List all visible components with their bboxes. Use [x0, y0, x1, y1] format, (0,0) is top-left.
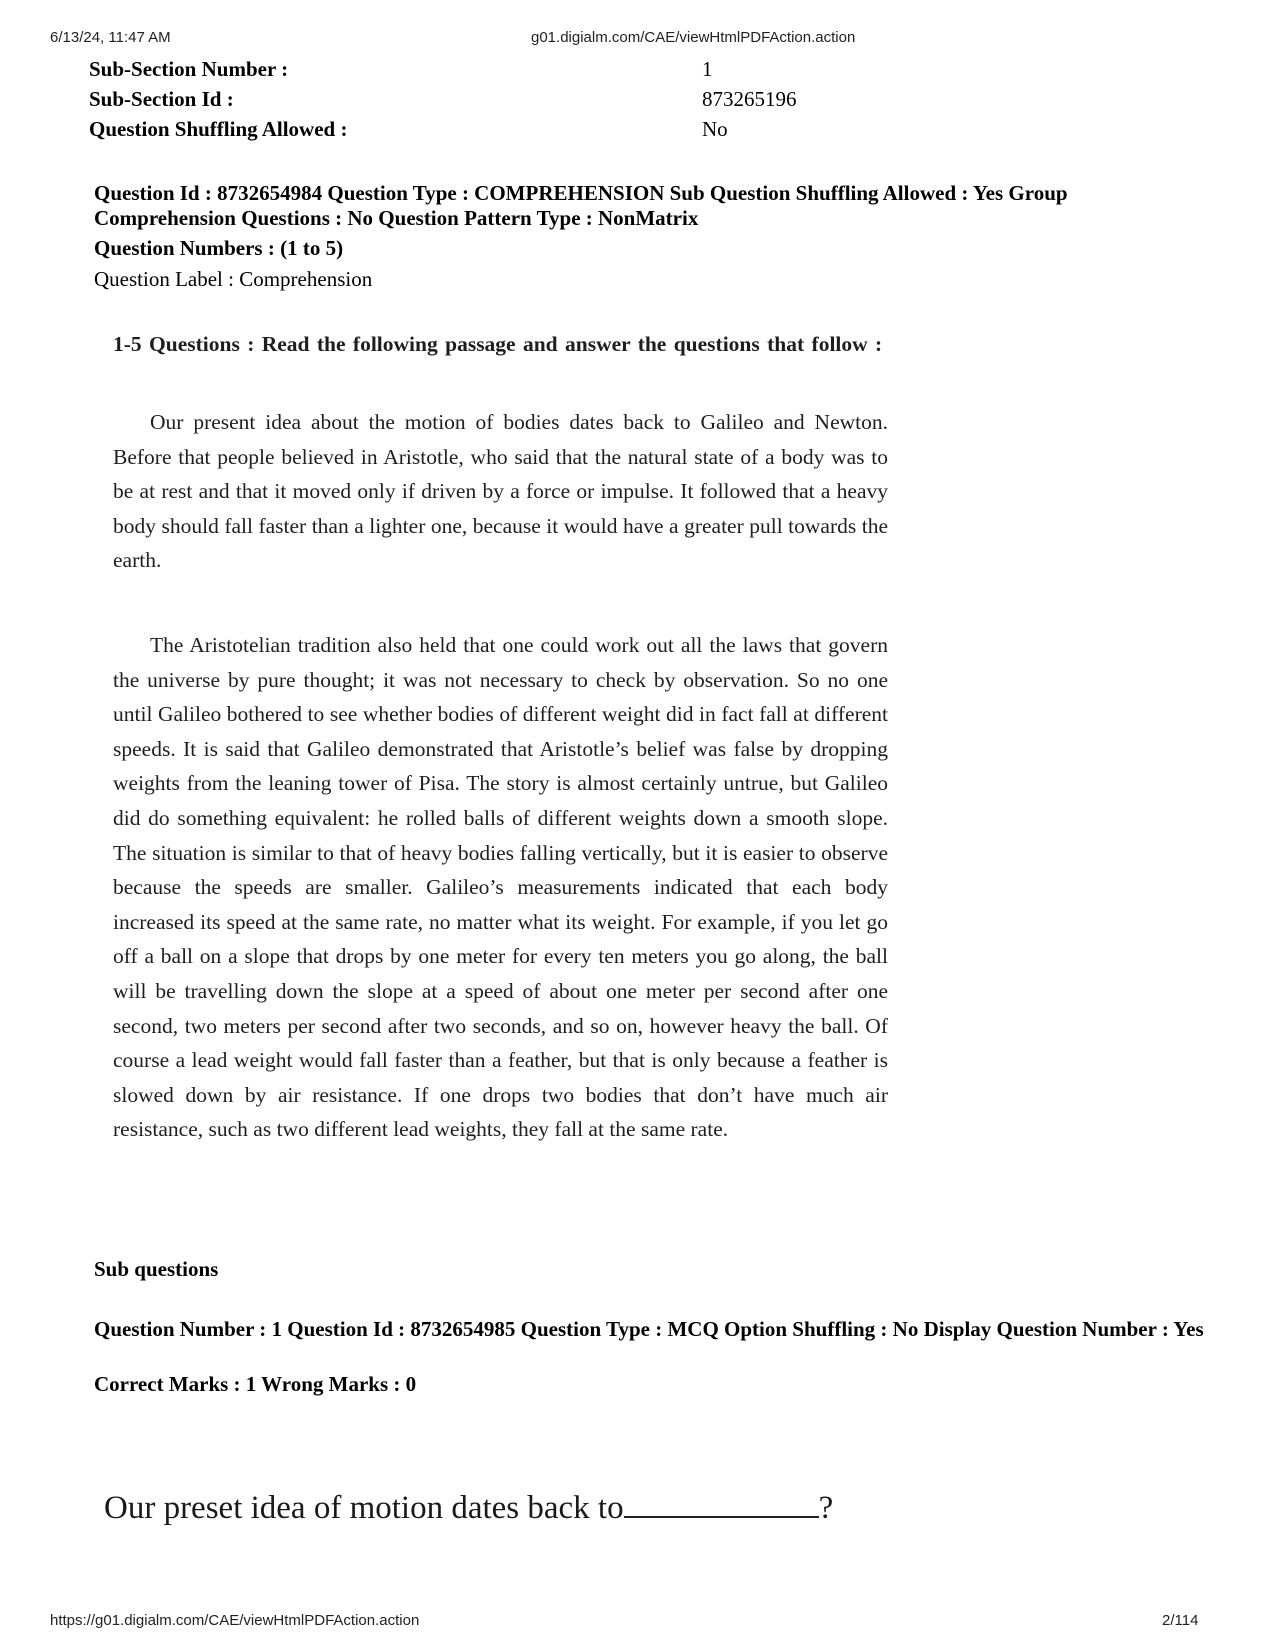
print-url-header: g01.digialm.com/CAE/viewHtmlPDFAction.action: [531, 29, 856, 46]
answer-blank: [624, 1490, 819, 1518]
print-url-footer: https://g01.digialm.com/CAE/viewHtmlPDFAction.action: [50, 1612, 420, 1629]
question-1-stem-text: Our preset idea of motion dates back to: [104, 1490, 624, 1526]
question-1-stem-end: ?: [818, 1490, 834, 1526]
subsection-id-label: Sub-Section Id :: [89, 87, 234, 111]
subsection-number-label: Sub-Section Number :: [89, 57, 289, 81]
question-1-stem: [104, 1490, 833, 1527]
sub-questions-title: Sub questions: [94, 1257, 219, 1281]
question-shuffling-label: Question Shuffling Allowed :: [89, 117, 348, 141]
question-1-marks: Correct Marks : 1 Wrong Marks : 0: [94, 1372, 417, 1396]
subsection-id-value: 873265196: [702, 87, 797, 111]
passage-heading: 1-5 Questions : Read the following passage and answer the questions that follow :: [113, 332, 883, 356]
print-datetime: 6/13/24, 11:47 AM: [50, 29, 171, 46]
question-label: Question Label : Comprehension: [94, 267, 373, 291]
comprehension-info: Question Id : 8732654984 Question Type : COMPREHENSION Sub Question Shuffling Allowed : Yes Group Comprehension Questions : No Question Pattern Type : NonMatrix: [94, 181, 1068, 230]
page-counter: 2/114: [1162, 1612, 1199, 1629]
question-shuffling-value: No: [702, 117, 728, 141]
passage-paragraph-2: The Aristotelian tradition also held that one could work out all the laws that govern the universe by pure thought; it was not necessary to check by observation. So no one until Galileo bothered to see whether bodies of different weight did in fact fall at different speeds. It is said that Galileo demonstrated that Aristotle’s belief was false by dropping weights from the leaning tower of Pisa. The story is almost certainly untrue, but Galileo did do something equivalent: he rolled balls of different weights down a smooth slope. The situation is similar to that of heavy bodies falling vertically, but it is easier to observe because the speeds are smaller. Galileo’s measurements indicated that each body increased its speed at the same rate, no matter what its weight. For example, if you let go off a ball on a slope that drops by one meter for every ten meters you go along, the ball will be travelling down the slope at a speed of about one meter per second after one second, two meters per second after two seconds, and so on, however heavy the ball. Of course a lead weight would fall faster than a feather, but that is only because a feather is slowed down by air resistance. If one drops two bodies that don’t have much air resistance, such as two different lead weights, they fall at the same rate.: [113, 633, 888, 1142]
subsection-number-value: 1: [702, 57, 713, 81]
question-numbers: Question Numbers : (1 to 5): [94, 236, 344, 260]
question-1-info: Question Number : 1 Question Id : 8732654985 Question Type : MCQ Option Shuffling : No Display Question Number : Yes: [94, 1317, 1204, 1341]
passage-paragraph-1: Our present idea about the motion of bodies dates back to Galileo and Newton. Before that people believed in Aristotle, who said that the natural state of a body was to be at rest and that it moved only if driven by a force or impulse. It followed that a heavy body should fall faster than a lighter one, because it would have a greater pull towards the earth.: [113, 410, 888, 573]
